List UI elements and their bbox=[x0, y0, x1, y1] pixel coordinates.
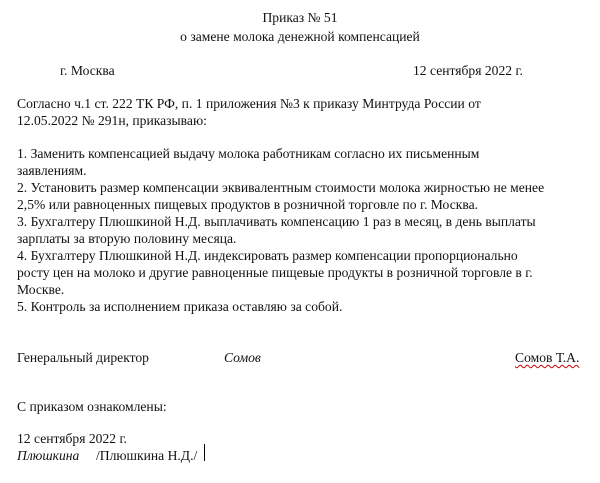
acknowledgement-name: /Плюшкина Н.Д./ bbox=[96, 448, 198, 463]
order-date: 12 сентября 2022 г. bbox=[413, 63, 523, 78]
acknowledgement-signature: Плюшкина bbox=[17, 448, 80, 463]
city: г. Москва bbox=[60, 63, 115, 78]
acknowledgement-date: 12 сентября 2022 г. bbox=[17, 431, 127, 446]
order-item-line: 3. Бухгалтеру Плюшкиной Н.Д. выплачивать компенсацию 1 раз в месяц, в день выплаты bbox=[17, 214, 536, 229]
order-item-line: Москве. bbox=[17, 282, 65, 297]
text-cursor bbox=[204, 444, 205, 461]
order-item-line: заявлениям. bbox=[17, 163, 87, 178]
preamble-line: Согласно ч.1 ст. 222 ТК РФ, п. 1 приложения №3 к приказу Минтруда России от bbox=[17, 96, 481, 111]
order-item-line: 2. Установить размер компенсации эквивалентным стоимости молока жирностью не менее bbox=[17, 180, 545, 195]
order-item-line: 4. Бухгалтеру Плюшкиной Н.Д. индексировать размер компенсации пропорционально bbox=[17, 248, 518, 263]
order-title: Приказ № 51 bbox=[262, 10, 338, 25]
handwritten-signature: Сомов bbox=[224, 350, 261, 365]
order-item-line: зарплаты за вторую половину месяца. bbox=[17, 231, 237, 246]
order-item-line: 2,5% или равноценных пищевых продуктов в розничной торговле по г. Москва. bbox=[17, 197, 478, 212]
order-item-line: 1. Заменить компенсацией выдачу молока работникам согласно их письменным bbox=[17, 146, 480, 161]
acknowledgement-label: С приказом ознакомлены: bbox=[17, 399, 167, 414]
order-item-line: 5. Контроль за исполнением приказа оставляю за собой. bbox=[17, 299, 343, 314]
signer-name: Сомов Т.А. bbox=[515, 350, 580, 365]
order-item-line: росту цен на молоко и другие равноценные пищевые продукты в розничной торговле в г. bbox=[17, 265, 533, 280]
order-subtitle: о замене молока денежной компенсацией bbox=[180, 29, 420, 44]
preamble-line: 12.05.2022 № 291н, приказываю: bbox=[17, 113, 207, 128]
signer-position: Генеральный директор bbox=[17, 350, 149, 365]
